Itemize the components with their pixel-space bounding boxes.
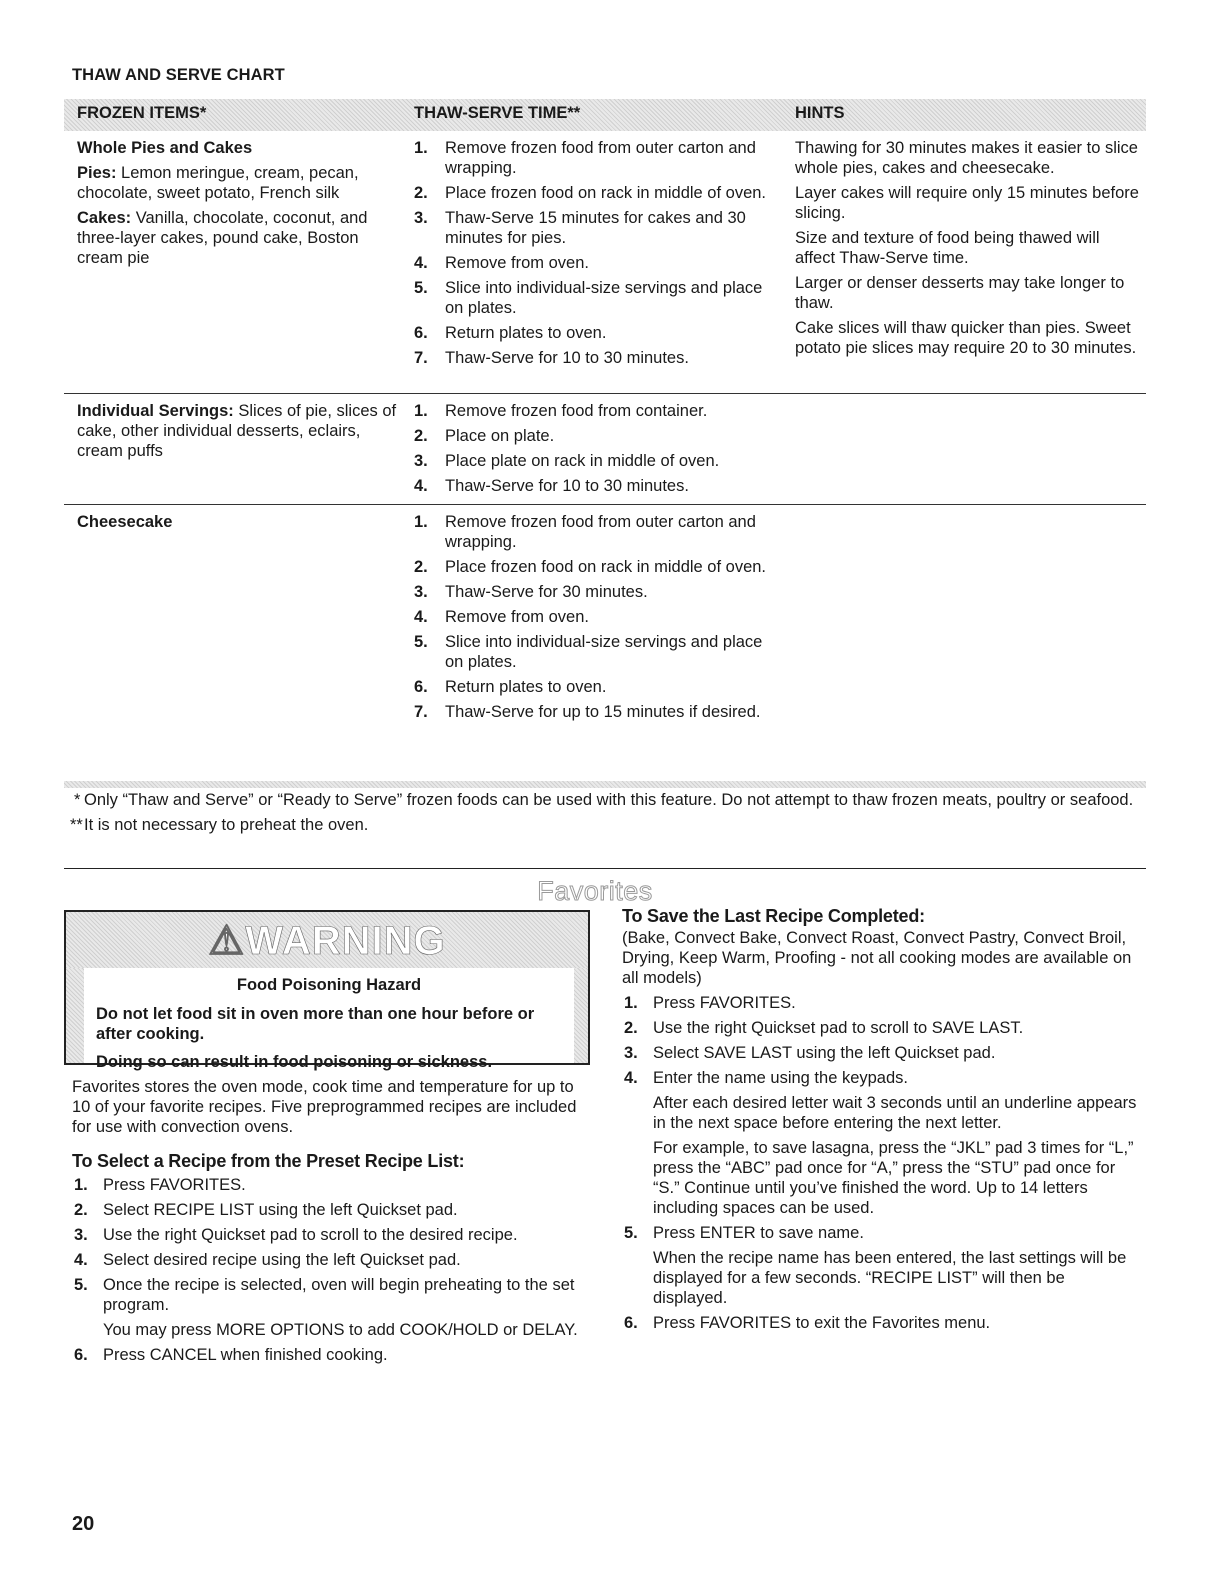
- step-list: [414, 512, 784, 722]
- item-description: Whole Pies and Cakes: [77, 139, 253, 157]
- page-number: 20: [72, 1513, 95, 1535]
- list-item: 2. Place frozen food on rack in middle of oven.: [414, 558, 767, 576]
- list-item: 6. Return plates to oven.: [414, 324, 607, 342]
- table-bottom-bar: [64, 781, 1146, 788]
- table-row: [64, 394, 1146, 505]
- table-row: [64, 505, 1146, 781]
- item-description: Pies: Lemon meringue, cream, pecan, chocolate, sweet potato, French silk: [77, 164, 359, 202]
- column-header-frozen-items: FROZEN ITEMS*: [77, 104, 207, 122]
- list-item: 5. Press ENTER to save name. When the recipe name has been entered, the last settings will be displayed for a few seconds. “RECIPE LIST” will then be displayed.: [622, 1223, 1142, 1308]
- list-item: 3. Thaw-Serve for 30 minutes.: [414, 583, 648, 601]
- list-item: 4. Remove from oven.: [414, 254, 589, 272]
- section-divider: [64, 868, 1146, 869]
- list-item: 3. Select SAVE LAST using the left Quickset pad.: [624, 1044, 996, 1062]
- footnotes: [64, 790, 1146, 840]
- item-description: Cakes: Vanilla, chocolate, coconut, and three-layer cakes, pound cake, Boston cream pie: [77, 209, 368, 267]
- save-last-intro: (Bake, Convect Bake, Convect Roast, Convect Pastry, Convect Broil, Drying, Keep Warm, Proofing - not all cooking modes are available on all models): [622, 929, 1132, 987]
- hint-text: Larger or denser desserts may take longer to thaw.: [795, 274, 1125, 312]
- list-item: 2. Place on plate.: [414, 427, 555, 445]
- list-item: 5. Slice into individual-size servings and place on plates.: [414, 279, 763, 317]
- item-description: Cheesecake: [77, 513, 173, 531]
- frozen-items-cell: [77, 512, 407, 537]
- warning-border-left: [66, 968, 84, 1063]
- step-note: After each desired letter wait 3 seconds until an underline appears in the next space before entering the next letter.: [653, 1094, 1137, 1132]
- list-item: 4. Remove from oven.: [414, 608, 589, 626]
- list-item: 3. Thaw-Serve 15 minutes for cakes and 30 minutes for pies.: [414, 209, 746, 247]
- table-header: [64, 99, 1146, 131]
- list-item: 1. Remove frozen food from container.: [414, 402, 708, 420]
- list-item: 4. Thaw-Serve for 10 to 30 minutes.: [414, 477, 689, 495]
- warning-title: ⚠WARNING: [208, 919, 446, 963]
- list-item: 1. Press FAVORITES.: [624, 994, 796, 1012]
- list-item: 3. Place plate on rack in middle of oven.: [414, 452, 720, 470]
- warning-content: [84, 968, 574, 1071]
- preset-recipe-heading: To Select a Recipe from the Preset Recipe List:: [72, 1151, 465, 1171]
- step-list: [414, 138, 784, 368]
- table-row: [64, 131, 1146, 394]
- favorites-intro: Favorites stores the oven mode, cook time and temperature for up to 10 of your favorite recipes. Five preprogrammed recipes are included for use with convection ovens.: [72, 1078, 577, 1136]
- thaw-serve-steps-cell: [414, 138, 784, 373]
- list-item: 6. Press FAVORITES to exit the Favorites menu.: [624, 1314, 991, 1332]
- list-item: 1. Remove frozen food from outer carton and wrapping.: [414, 513, 756, 551]
- footnote: * Only “Thaw and Serve” or “Ready to Serve” frozen foods can be used with this feature. Do not attempt to thaw frozen meats, poultry or seafood.: [74, 791, 1134, 809]
- list-item: 1. Remove frozen food from outer carton and wrapping.: [414, 139, 756, 177]
- list-item: 4. Enter the name using the keypads. After each desired letter wait 3 seconds until an underline appears in the next space before entering the next letter. For example, to save lasagna, press the “JKL” pad 3 times for “L,” press the “ABC” pad once for “A,” press the “STU” pad once for “S.” Continue until you’ve finished the word. Up to 14 letters including spaces can be used.: [622, 1068, 1142, 1218]
- step-list: [414, 401, 784, 496]
- list-item: 6. Return plates to oven.: [414, 678, 607, 696]
- step-note: When the recipe name has been entered, the last settings will be displayed for a few seconds. “RECIPE LIST” will then be displayed.: [653, 1249, 1127, 1307]
- save-last-heading: To Save the Last Recipe Completed:: [622, 906, 925, 926]
- thaw-serve-steps-cell: [414, 512, 784, 727]
- list-item: 7. Thaw-Serve for up to 15 minutes if desired.: [414, 703, 761, 721]
- list-item: 5. Once the recipe is selected, oven will begin preheating to the set program. You may press MORE OPTIONS to add COOK/HOLD or DELAY.: [72, 1275, 592, 1340]
- column-header-thaw-serve-time: THAW-SERVE TIME**: [414, 104, 581, 122]
- list-item: 1. Press FAVORITES.: [74, 1176, 246, 1194]
- list-item: 6. Press CANCEL when finished cooking.: [74, 1346, 388, 1364]
- warning-consequence: Doing so can result in food poisoning or sickness.: [96, 1053, 493, 1071]
- thaw-serve-table: [64, 131, 1146, 781]
- frozen-items-cell: [77, 401, 407, 466]
- save-last-step-list: [622, 993, 1142, 1333]
- step-note: For example, to save lasagna, press the “JKL” pad 3 times for “L,” press the “ABC” pad once for “A,” press the “STU” pad once for “S.” Continue until you’ve finished the word. Up to 14 letters including spaces can be used.: [653, 1139, 1134, 1217]
- thaw-serve-steps-cell: [414, 401, 784, 501]
- hazard-title: Food Poisoning Hazard: [236, 976, 422, 994]
- hint-text: Thawing for 30 minutes makes it easier to slice whole pies, cakes and cheesecake.: [795, 139, 1138, 177]
- list-item: 2. Place frozen food on rack in middle of oven.: [414, 184, 767, 202]
- preset-step-list: [72, 1175, 592, 1365]
- column-header-hints: HINTS: [795, 104, 845, 122]
- hint-text: Size and texture of food being thawed will affect Thaw-Serve time.: [795, 229, 1100, 267]
- hint-text: Cake slices will thaw quicker than pies. Sweet potato pie slices may require 20 to 30 minutes.: [795, 319, 1137, 357]
- warning-instruction: Do not let food sit in oven more than one hour before or after cooking.: [96, 1005, 535, 1043]
- favorites-right-column: [622, 906, 1142, 1338]
- warning-triangle-icon: ⚠: [208, 919, 246, 963]
- list-item: 2. Select RECIPE LIST using the left Quickset pad.: [74, 1201, 458, 1219]
- frozen-items-cell: [77, 138, 407, 273]
- footnote: ** It is not necessary to preheat the oven.: [70, 816, 369, 834]
- item-description: Individual Servings: Slices of pie, slices of cake, other individual desserts, eclairs, cream puffs: [77, 402, 397, 460]
- list-item: 2. Use the right Quickset pad to scroll to SAVE LAST.: [624, 1019, 1024, 1037]
- list-item: 5. Slice into individual-size servings and place on plates.: [414, 633, 763, 671]
- warning-banner: [66, 912, 588, 968]
- list-item: 3. Use the right Quickset pad to scroll to the desired recipe.: [74, 1226, 518, 1244]
- hints-cell: [795, 138, 1140, 363]
- warning-box: [64, 910, 590, 1071]
- favorites-left-column: [72, 1077, 592, 1370]
- page-title: THAW AND SERVE CHART: [72, 66, 285, 84]
- step-note: You may press MORE OPTIONS to add COOK/HOLD or DELAY.: [103, 1321, 578, 1339]
- list-item: 4. Select desired recipe using the left Quickset pad.: [74, 1251, 461, 1269]
- hint-text: Layer cakes will require only 15 minutes before slicing.: [795, 184, 1139, 222]
- section-heading: Favorites: [537, 876, 653, 906]
- list-item: 7. Thaw-Serve for 10 to 30 minutes.: [414, 349, 689, 367]
